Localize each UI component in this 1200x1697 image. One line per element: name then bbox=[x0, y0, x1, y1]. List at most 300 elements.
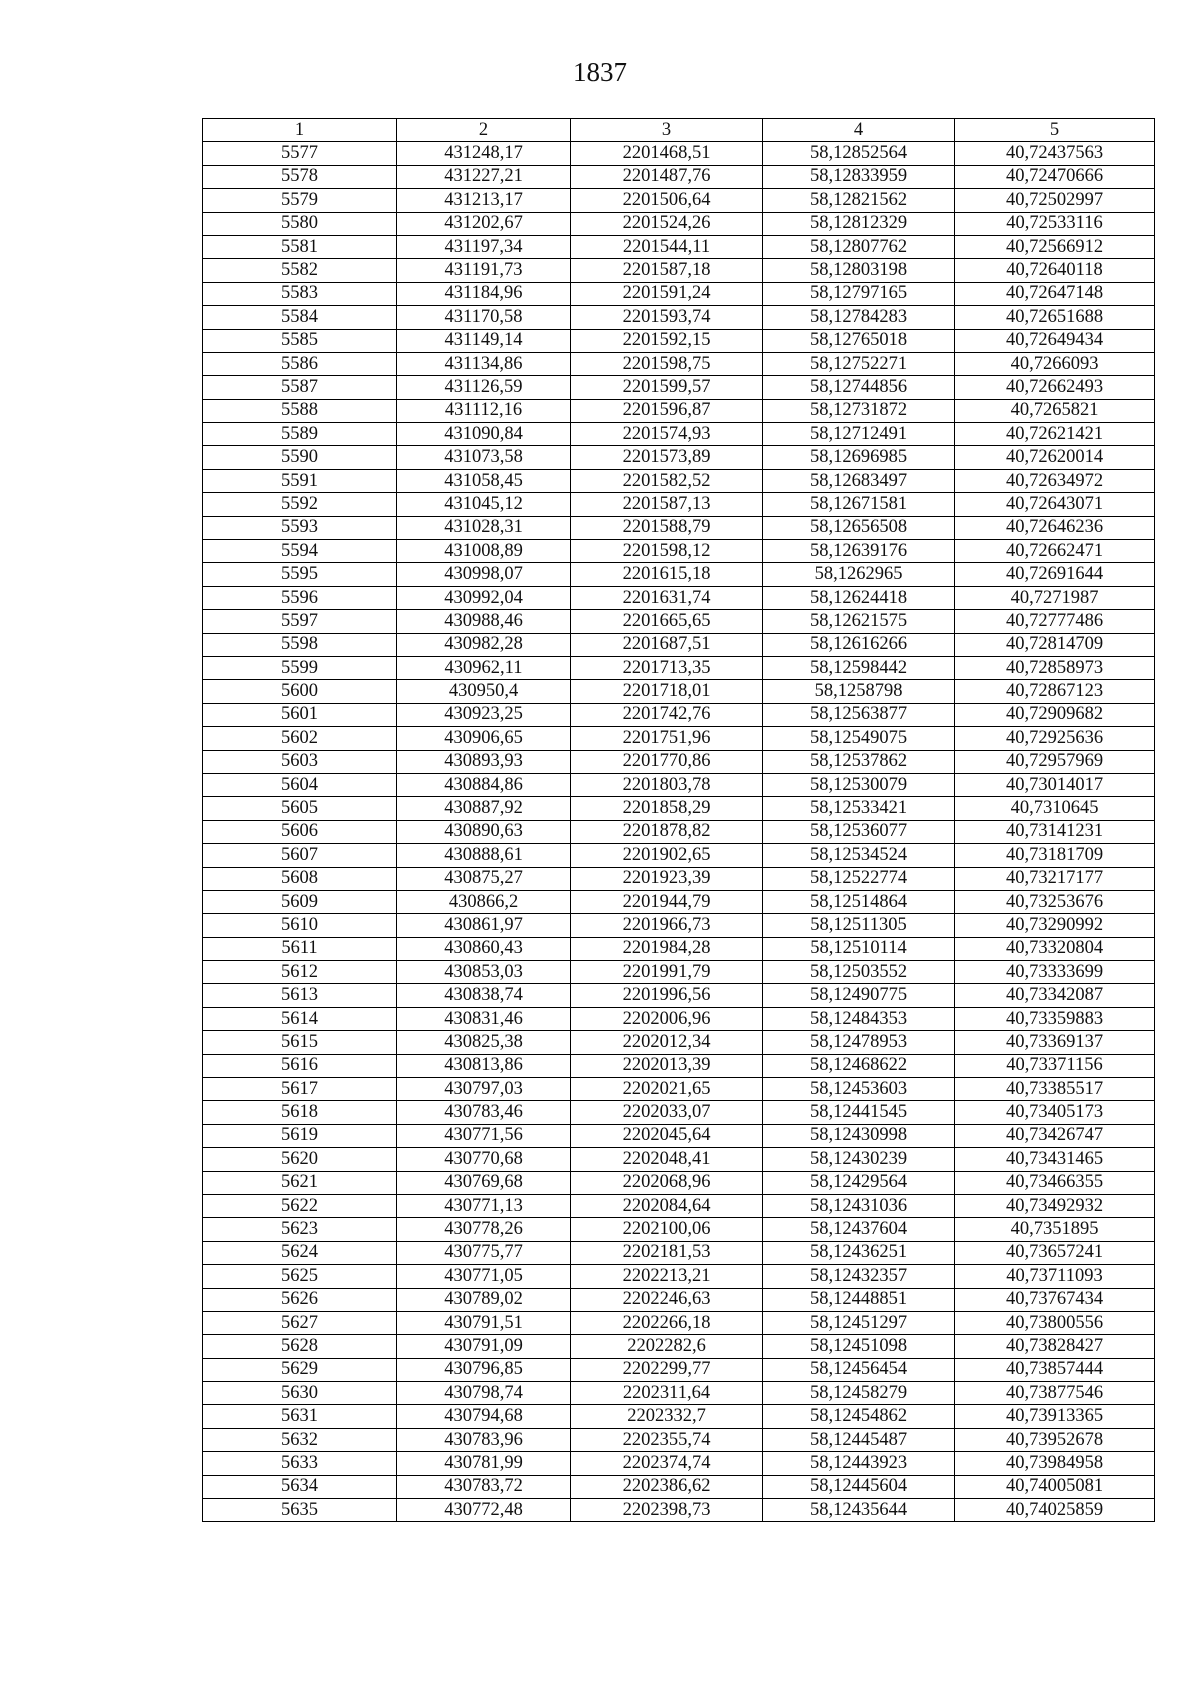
table-cell: 431045,12 bbox=[397, 493, 571, 516]
table-cell: 5610 bbox=[203, 914, 397, 937]
table-cell: 2201858,29 bbox=[571, 797, 763, 820]
page-number: 1837 bbox=[573, 57, 627, 87]
table-row bbox=[203, 656, 1155, 679]
table-cell: 58,12430998 bbox=[763, 1124, 955, 1147]
table-cell: 5607 bbox=[203, 844, 397, 867]
table-row bbox=[203, 1171, 1155, 1194]
table-cell: 5600 bbox=[203, 680, 397, 703]
table-cell: 40,7310645 bbox=[955, 797, 1155, 820]
table-cell: 2202100,06 bbox=[571, 1218, 763, 1241]
table-cell: 5620 bbox=[203, 1148, 397, 1171]
table-cell: 40,72777486 bbox=[955, 610, 1155, 633]
table-cell: 430798,74 bbox=[397, 1382, 571, 1405]
table-cell: 431134,86 bbox=[397, 352, 571, 375]
table-row bbox=[203, 703, 1155, 726]
table-row bbox=[203, 773, 1155, 796]
table-cell: 430860,43 bbox=[397, 937, 571, 960]
table-cell: 40,72814709 bbox=[955, 633, 1155, 656]
table-cell: 58,12696985 bbox=[763, 446, 955, 469]
table-row bbox=[203, 329, 1155, 352]
table-cell: 430950,4 bbox=[397, 680, 571, 703]
table-cell: 2201587,18 bbox=[571, 259, 763, 282]
table-cell: 58,12478953 bbox=[763, 1031, 955, 1054]
table-row bbox=[203, 189, 1155, 212]
table-cell: 430778,26 bbox=[397, 1218, 571, 1241]
table-cell: 58,12522774 bbox=[763, 867, 955, 890]
table-cell: 5602 bbox=[203, 727, 397, 750]
table-cell: 2202021,65 bbox=[571, 1078, 763, 1101]
table-cell: 430825,38 bbox=[397, 1031, 571, 1054]
table-cell: 5598 bbox=[203, 633, 397, 656]
table-cell: 2202386,62 bbox=[571, 1475, 763, 1498]
table-cell: 2202266,18 bbox=[571, 1311, 763, 1334]
table-cell: 5631 bbox=[203, 1405, 397, 1428]
table-cell: 2201582,52 bbox=[571, 469, 763, 492]
table-cell: 58,12445604 bbox=[763, 1475, 955, 1498]
table-cell: 5597 bbox=[203, 610, 397, 633]
table-cell: 430783,96 bbox=[397, 1428, 571, 1451]
table-cell: 40,73290992 bbox=[955, 914, 1155, 937]
table-cell: 58,12812329 bbox=[763, 212, 955, 235]
table-cell: 58,12514864 bbox=[763, 890, 955, 913]
table-cell: 58,12656508 bbox=[763, 516, 955, 539]
table-cell: 40,72867123 bbox=[955, 680, 1155, 703]
table-row bbox=[203, 212, 1155, 235]
table-row bbox=[203, 352, 1155, 375]
table-cell: 430797,03 bbox=[397, 1078, 571, 1101]
table-cell: 40,73800556 bbox=[955, 1311, 1155, 1334]
table-cell: 5594 bbox=[203, 540, 397, 563]
column-header: 2 bbox=[397, 119, 571, 142]
table-cell: 2201878,82 bbox=[571, 820, 763, 843]
table-cell: 2202282,6 bbox=[571, 1335, 763, 1358]
table-cell: 430888,61 bbox=[397, 844, 571, 867]
table-cell: 5593 bbox=[203, 516, 397, 539]
table-cell: 40,72662471 bbox=[955, 540, 1155, 563]
table-cell: 58,12431036 bbox=[763, 1194, 955, 1217]
table-cell: 58,12451098 bbox=[763, 1335, 955, 1358]
table-row bbox=[203, 610, 1155, 633]
table-cell: 5622 bbox=[203, 1194, 397, 1217]
table-cell: 2202033,07 bbox=[571, 1101, 763, 1124]
table-cell: 5624 bbox=[203, 1241, 397, 1264]
table-cell: 431149,14 bbox=[397, 329, 571, 352]
table-cell: 40,72646236 bbox=[955, 516, 1155, 539]
table-cell: 2201944,79 bbox=[571, 890, 763, 913]
table-cell: 58,12624418 bbox=[763, 586, 955, 609]
table-cell: 5634 bbox=[203, 1475, 397, 1498]
table-row bbox=[203, 376, 1155, 399]
table-cell: 58,12821562 bbox=[763, 189, 955, 212]
table-row bbox=[203, 493, 1155, 516]
table-cell: 40,72533116 bbox=[955, 212, 1155, 235]
table-cell: 2201615,18 bbox=[571, 563, 763, 586]
table-cell: 40,73217177 bbox=[955, 867, 1155, 890]
table-cell: 430775,77 bbox=[397, 1241, 571, 1264]
table-cell: 40,73342087 bbox=[955, 984, 1155, 1007]
table-cell: 430783,72 bbox=[397, 1475, 571, 1498]
table-cell: 5623 bbox=[203, 1218, 397, 1241]
table-cell: 58,12833959 bbox=[763, 165, 955, 188]
table-cell: 5612 bbox=[203, 961, 397, 984]
table-cell: 431126,59 bbox=[397, 376, 571, 399]
table-cell: 431202,67 bbox=[397, 212, 571, 235]
table-cell: 2202012,34 bbox=[571, 1031, 763, 1054]
table-cell: 58,12797165 bbox=[763, 282, 955, 305]
table-cell: 40,74005081 bbox=[955, 1475, 1155, 1498]
table-cell: 40,73333699 bbox=[955, 961, 1155, 984]
table-cell: 430875,27 bbox=[397, 867, 571, 890]
table-cell: 58,12563877 bbox=[763, 703, 955, 726]
table-row bbox=[203, 984, 1155, 1007]
table-cell: 431197,34 bbox=[397, 235, 571, 258]
table-row bbox=[203, 1358, 1155, 1381]
table-cell: 5582 bbox=[203, 259, 397, 282]
table-cell: 5613 bbox=[203, 984, 397, 1007]
table-cell: 2201592,15 bbox=[571, 329, 763, 352]
table-cell: 2201591,24 bbox=[571, 282, 763, 305]
table-cell: 5633 bbox=[203, 1452, 397, 1475]
table-cell: 58,12429564 bbox=[763, 1171, 955, 1194]
column-header: 1 bbox=[203, 119, 397, 142]
table-cell: 430884,86 bbox=[397, 773, 571, 796]
table-cell: 5585 bbox=[203, 329, 397, 352]
table-cell: 5601 bbox=[203, 703, 397, 726]
table-row bbox=[203, 1078, 1155, 1101]
table-row bbox=[203, 142, 1155, 165]
table-cell: 5584 bbox=[203, 306, 397, 329]
table-row bbox=[203, 423, 1155, 446]
table-cell: 40,73857444 bbox=[955, 1358, 1155, 1381]
table-row bbox=[203, 235, 1155, 258]
table-cell: 5603 bbox=[203, 750, 397, 773]
table-cell: 40,73141231 bbox=[955, 820, 1155, 843]
table-cell: 58,12458279 bbox=[763, 1382, 955, 1405]
table-row bbox=[203, 1101, 1155, 1124]
table-cell: 5589 bbox=[203, 423, 397, 446]
table-cell: 40,73369137 bbox=[955, 1031, 1155, 1054]
table-row bbox=[203, 867, 1155, 890]
table-cell: 40,73952678 bbox=[955, 1428, 1155, 1451]
table-cell: 58,12598442 bbox=[763, 656, 955, 679]
table-cell: 430781,99 bbox=[397, 1452, 571, 1475]
table-cell: 40,73711093 bbox=[955, 1265, 1155, 1288]
table-cell: 2201713,35 bbox=[571, 656, 763, 679]
table-cell: 5608 bbox=[203, 867, 397, 890]
table-cell: 40,72651688 bbox=[955, 306, 1155, 329]
table-cell: 58,12731872 bbox=[763, 399, 955, 422]
table-cell: 430770,68 bbox=[397, 1148, 571, 1171]
table-cell: 5595 bbox=[203, 563, 397, 586]
table-cell: 5577 bbox=[203, 142, 397, 165]
table-cell: 58,12437604 bbox=[763, 1218, 955, 1241]
table-row bbox=[203, 914, 1155, 937]
table-cell: 431184,96 bbox=[397, 282, 571, 305]
table-cell: 58,12451297 bbox=[763, 1311, 955, 1334]
table-cell: 58,12784283 bbox=[763, 306, 955, 329]
table-cell: 58,12765018 bbox=[763, 329, 955, 352]
table-cell: 431227,21 bbox=[397, 165, 571, 188]
table-cell: 2201751,96 bbox=[571, 727, 763, 750]
table-cell: 5629 bbox=[203, 1358, 397, 1381]
table-cell: 2201544,11 bbox=[571, 235, 763, 258]
table-row bbox=[203, 750, 1155, 773]
table-cell: 2202374,74 bbox=[571, 1452, 763, 1475]
table-row bbox=[203, 469, 1155, 492]
table-cell: 430853,03 bbox=[397, 961, 571, 984]
table-row bbox=[203, 844, 1155, 867]
table-cell: 40,7351895 bbox=[955, 1218, 1155, 1241]
table-cell: 58,12468622 bbox=[763, 1054, 955, 1077]
table-cell: 40,73014017 bbox=[955, 773, 1155, 796]
table-cell: 2201598,75 bbox=[571, 352, 763, 375]
table-row bbox=[203, 633, 1155, 656]
table-cell: 40,73371156 bbox=[955, 1054, 1155, 1077]
table-cell: 58,12712491 bbox=[763, 423, 955, 446]
table-cell: 5591 bbox=[203, 469, 397, 492]
table-cell: 58,12536077 bbox=[763, 820, 955, 843]
table-row bbox=[203, 1124, 1155, 1147]
table-cell: 430962,11 bbox=[397, 656, 571, 679]
table-cell: 430893,93 bbox=[397, 750, 571, 773]
table-row bbox=[203, 1311, 1155, 1334]
table-cell: 40,72634972 bbox=[955, 469, 1155, 492]
table-cell: 40,73828427 bbox=[955, 1335, 1155, 1358]
table-cell: 5625 bbox=[203, 1265, 397, 1288]
table-cell: 40,73431465 bbox=[955, 1148, 1155, 1171]
table-cell: 40,73426747 bbox=[955, 1124, 1155, 1147]
table-row bbox=[203, 586, 1155, 609]
column-header: 4 bbox=[763, 119, 955, 142]
table-cell: 430866,2 bbox=[397, 890, 571, 913]
table-row bbox=[203, 282, 1155, 305]
table-cell: 2201631,74 bbox=[571, 586, 763, 609]
table-cell: 430906,65 bbox=[397, 727, 571, 750]
table-row bbox=[203, 937, 1155, 960]
table-cell: 5581 bbox=[203, 235, 397, 258]
table-cell: 40,72437563 bbox=[955, 142, 1155, 165]
table-cell: 40,72858973 bbox=[955, 656, 1155, 679]
table-cell: 430982,28 bbox=[397, 633, 571, 656]
table-row bbox=[203, 727, 1155, 750]
table-cell: 5627 bbox=[203, 1311, 397, 1334]
table-cell: 2201991,79 bbox=[571, 961, 763, 984]
table-cell: 2202213,21 bbox=[571, 1265, 763, 1288]
table-cell: 430772,48 bbox=[397, 1499, 571, 1522]
table-cell: 58,12807762 bbox=[763, 235, 955, 258]
table-cell: 431028,31 bbox=[397, 516, 571, 539]
table-cell: 58,12453603 bbox=[763, 1078, 955, 1101]
table-cell: 58,12803198 bbox=[763, 259, 955, 282]
coordinates-table bbox=[202, 118, 1155, 1522]
table-cell: 5630 bbox=[203, 1382, 397, 1405]
table-cell: 430887,92 bbox=[397, 797, 571, 820]
table-cell: 58,12484353 bbox=[763, 1007, 955, 1030]
table-cell: 431073,58 bbox=[397, 446, 571, 469]
table-row bbox=[203, 1054, 1155, 1077]
table-cell: 2202299,77 bbox=[571, 1358, 763, 1381]
table-cell: 5632 bbox=[203, 1428, 397, 1451]
table-row bbox=[203, 1218, 1155, 1241]
table-cell: 2201587,13 bbox=[571, 493, 763, 516]
table-cell: 430791,09 bbox=[397, 1335, 571, 1358]
table-cell: 40,72470666 bbox=[955, 165, 1155, 188]
table-cell: 2202398,73 bbox=[571, 1499, 763, 1522]
table-cell: 40,72640118 bbox=[955, 259, 1155, 282]
table-cell: 5583 bbox=[203, 282, 397, 305]
table-cell: 40,73657241 bbox=[955, 1241, 1155, 1264]
table-cell: 2202332,7 bbox=[571, 1405, 763, 1428]
table-cell: 430789,02 bbox=[397, 1288, 571, 1311]
table-row bbox=[203, 1499, 1155, 1522]
table-cell: 430769,68 bbox=[397, 1171, 571, 1194]
table-cell: 2201593,74 bbox=[571, 306, 763, 329]
table-cell: 431058,45 bbox=[397, 469, 571, 492]
table-cell: 40,73320804 bbox=[955, 937, 1155, 960]
table-cell: 40,7271987 bbox=[955, 586, 1155, 609]
table-cell: 2201718,01 bbox=[571, 680, 763, 703]
column-header: 5 bbox=[955, 119, 1155, 142]
table-cell: 2201598,12 bbox=[571, 540, 763, 563]
table-cell: 2201468,51 bbox=[571, 142, 763, 165]
table-cell: 58,12503552 bbox=[763, 961, 955, 984]
table-cell: 430838,74 bbox=[397, 984, 571, 1007]
table-cell: 2201996,56 bbox=[571, 984, 763, 1007]
table-cell: 5611 bbox=[203, 937, 397, 960]
table-cell: 58,12445487 bbox=[763, 1428, 955, 1451]
table-cell: 2201596,87 bbox=[571, 399, 763, 422]
table-cell: 2202181,53 bbox=[571, 1241, 763, 1264]
table-cell: 58,12490775 bbox=[763, 984, 955, 1007]
table-cell: 2201524,26 bbox=[571, 212, 763, 235]
table-cell: 431191,73 bbox=[397, 259, 571, 282]
table-cell: 430794,68 bbox=[397, 1405, 571, 1428]
table-row bbox=[203, 680, 1155, 703]
table-cell: 5614 bbox=[203, 1007, 397, 1030]
table-cell: 40,72502997 bbox=[955, 189, 1155, 212]
table-cell: 2201984,28 bbox=[571, 937, 763, 960]
table-cell: 40,72925636 bbox=[955, 727, 1155, 750]
table-cell: 40,73181709 bbox=[955, 844, 1155, 867]
table-cell: 2201599,57 bbox=[571, 376, 763, 399]
table-cell: 5599 bbox=[203, 656, 397, 679]
table-cell: 2201770,86 bbox=[571, 750, 763, 773]
table-cell: 58,12537862 bbox=[763, 750, 955, 773]
table-cell: 40,73359883 bbox=[955, 1007, 1155, 1030]
table-row bbox=[203, 1475, 1155, 1498]
table-cell: 2201742,76 bbox=[571, 703, 763, 726]
table-cell: 430813,86 bbox=[397, 1054, 571, 1077]
table-cell: 2201966,73 bbox=[571, 914, 763, 937]
table-cell: 58,12441545 bbox=[763, 1101, 955, 1124]
table-row bbox=[203, 1288, 1155, 1311]
table-cell: 40,73385517 bbox=[955, 1078, 1155, 1101]
table-row bbox=[203, 1335, 1155, 1358]
table-row bbox=[203, 516, 1155, 539]
table-cell: 58,1258798 bbox=[763, 680, 955, 703]
table-cell: 2202355,74 bbox=[571, 1428, 763, 1451]
table-cell: 5587 bbox=[203, 376, 397, 399]
table-cell: 40,72620014 bbox=[955, 446, 1155, 469]
table-cell: 40,7265821 bbox=[955, 399, 1155, 422]
table-cell: 5617 bbox=[203, 1078, 397, 1101]
table-cell: 58,12432357 bbox=[763, 1265, 955, 1288]
table-cell: 2201687,51 bbox=[571, 633, 763, 656]
table-cell: 2201902,65 bbox=[571, 844, 763, 867]
table-cell: 58,12671581 bbox=[763, 493, 955, 516]
table-cell: 58,12534524 bbox=[763, 844, 955, 867]
table-cell: 40,73984958 bbox=[955, 1452, 1155, 1475]
table-row bbox=[203, 1382, 1155, 1405]
table-row bbox=[203, 259, 1155, 282]
table-cell: 431248,17 bbox=[397, 142, 571, 165]
table-header-row bbox=[203, 119, 1155, 142]
table-cell: 5628 bbox=[203, 1335, 397, 1358]
table-cell: 430796,85 bbox=[397, 1358, 571, 1381]
table-cell: 2201487,76 bbox=[571, 165, 763, 188]
table-cell: 2202048,41 bbox=[571, 1148, 763, 1171]
table-cell: 40,74025859 bbox=[955, 1499, 1155, 1522]
table-cell: 58,12621575 bbox=[763, 610, 955, 633]
table-cell: 40,73405173 bbox=[955, 1101, 1155, 1124]
table-cell: 5618 bbox=[203, 1101, 397, 1124]
table-cell: 2202045,64 bbox=[571, 1124, 763, 1147]
table-cell: 40,72909682 bbox=[955, 703, 1155, 726]
table-cell: 40,72957969 bbox=[955, 750, 1155, 773]
table-cell: 5619 bbox=[203, 1124, 397, 1147]
table-cell: 430783,46 bbox=[397, 1101, 571, 1124]
table-body bbox=[203, 142, 1155, 1522]
table-cell: 5606 bbox=[203, 820, 397, 843]
table-cell: 5616 bbox=[203, 1054, 397, 1077]
table-cell: 58,12639176 bbox=[763, 540, 955, 563]
table-cell: 40,72621421 bbox=[955, 423, 1155, 446]
table-cell: 58,12511305 bbox=[763, 914, 955, 937]
table-cell: 2201573,89 bbox=[571, 446, 763, 469]
table-row bbox=[203, 1148, 1155, 1171]
table-row bbox=[203, 1428, 1155, 1451]
table-row bbox=[203, 1241, 1155, 1264]
table-cell: 2202013,39 bbox=[571, 1054, 763, 1077]
table-cell: 5635 bbox=[203, 1499, 397, 1522]
table-cell: 430890,63 bbox=[397, 820, 571, 843]
table-cell: 58,12752271 bbox=[763, 352, 955, 375]
table-row bbox=[203, 165, 1155, 188]
table-row bbox=[203, 961, 1155, 984]
table-cell: 430861,97 bbox=[397, 914, 571, 937]
table-cell: 2201574,93 bbox=[571, 423, 763, 446]
table-cell: 5580 bbox=[203, 212, 397, 235]
table-cell: 58,12443923 bbox=[763, 1452, 955, 1475]
table-row bbox=[203, 399, 1155, 422]
table-cell: 430992,04 bbox=[397, 586, 571, 609]
table-cell: 58,12510114 bbox=[763, 937, 955, 960]
table-cell: 58,12549075 bbox=[763, 727, 955, 750]
table-cell: 430988,46 bbox=[397, 610, 571, 633]
table-cell: 5605 bbox=[203, 797, 397, 820]
column-header: 3 bbox=[571, 119, 763, 142]
table-cell: 58,12435644 bbox=[763, 1499, 955, 1522]
table-cell: 5621 bbox=[203, 1171, 397, 1194]
table-cell: 2202311,64 bbox=[571, 1382, 763, 1405]
table-cell: 40,73913365 bbox=[955, 1405, 1155, 1428]
table-cell: 5626 bbox=[203, 1288, 397, 1311]
table-cell: 431112,16 bbox=[397, 399, 571, 422]
table-cell: 58,12533421 bbox=[763, 797, 955, 820]
table-cell: 430771,56 bbox=[397, 1124, 571, 1147]
table-cell: 5604 bbox=[203, 773, 397, 796]
table-cell: 58,12744856 bbox=[763, 376, 955, 399]
